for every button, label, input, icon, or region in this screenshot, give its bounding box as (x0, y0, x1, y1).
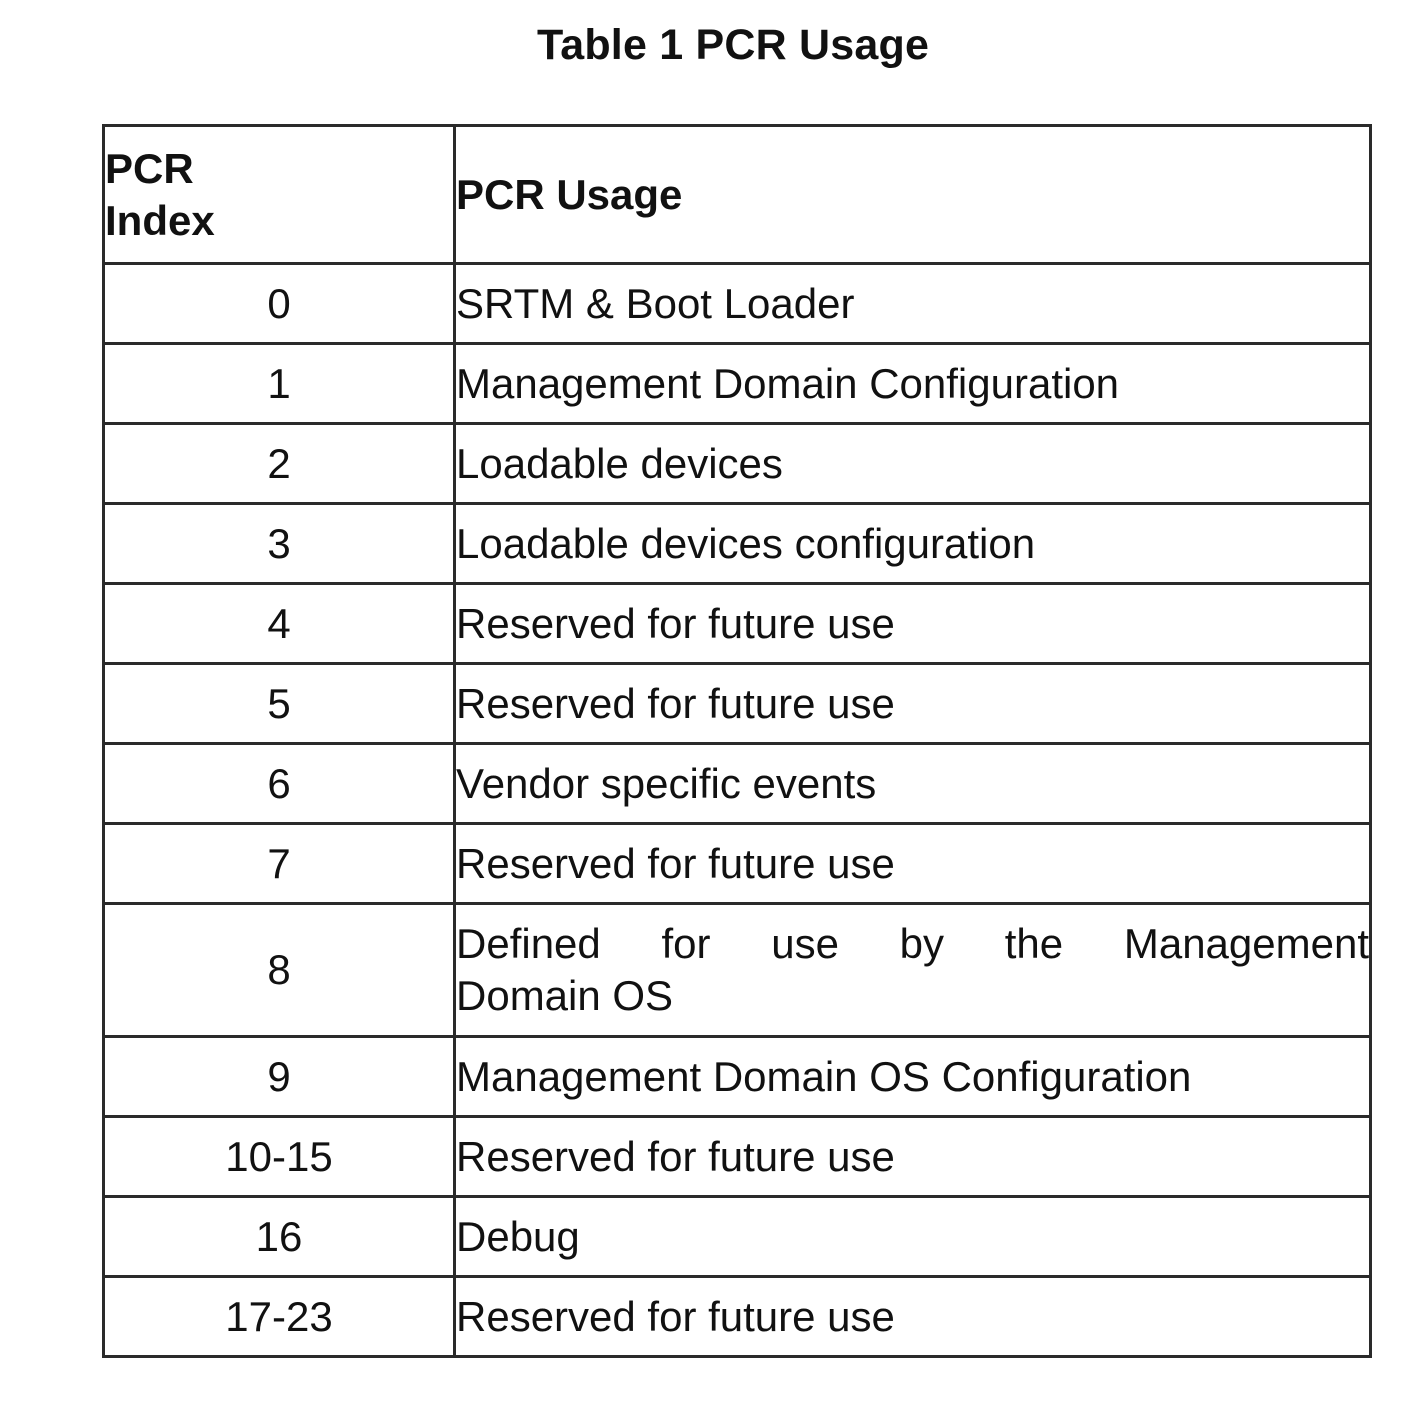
header-pcr-usage: PCR Usage (455, 126, 1371, 264)
pcr-index-cell: 1 (104, 344, 455, 424)
pcr-usage-cell: Reserved for future use (455, 824, 1371, 904)
table-row (104, 664, 1371, 744)
table-row (104, 344, 1371, 424)
table-row (104, 424, 1371, 504)
pcr-index-cell: 9 (104, 1037, 455, 1117)
pcr-index-cell: 17-23 (104, 1277, 455, 1357)
pcr-index-cell: 16 (104, 1197, 455, 1277)
table-row (104, 744, 1371, 824)
table-row (104, 904, 1371, 1037)
pcr-index-cell: 7 (104, 824, 455, 904)
table-row (104, 824, 1371, 904)
pcr-usage-cell: Vendor specific events (455, 744, 1371, 824)
pcr-usage-cell: Reserved for future use (455, 584, 1371, 664)
header-pcr-index-line1: PCR (105, 144, 194, 192)
pcr-usage-cell: Management Domain OS Configuration (455, 1037, 1371, 1117)
pcr-usage-cell: Management Domain Configuration (455, 344, 1371, 424)
pcr-index-cell: 3 (104, 504, 455, 584)
pcr-index-cell: 10-15 (104, 1117, 455, 1197)
pcr-usage-table (102, 124, 1372, 1358)
table-row (104, 264, 1371, 344)
header-pcr-index (104, 126, 455, 264)
pcr-usage-cell: Reserved for future use (455, 1277, 1371, 1357)
table-caption: Table 1 PCR Usage (536, 21, 930, 69)
pcr-usage-line: Defined for use by the Management (456, 920, 1369, 967)
pcr-usage-cell: Reserved for future use (455, 1117, 1371, 1197)
table-row (104, 584, 1371, 664)
header-pcr-index-line2: Index (105, 196, 215, 244)
pcr-usage-cell: Reserved for future use (455, 664, 1371, 744)
table-row (104, 1277, 1371, 1357)
pcr-index-cell: 2 (104, 424, 455, 504)
pcr-usage-cell: Debug (455, 1197, 1371, 1277)
table-header-row (104, 126, 1371, 264)
pcr-index-cell: 0 (104, 264, 455, 344)
pcr-index-cell: 6 (104, 744, 455, 824)
pcr-usage-cell (455, 904, 1371, 1037)
table-row (104, 504, 1371, 584)
pcr-index-cell: 8 (104, 904, 455, 1037)
pcr-usage-cell: Loadable devices (455, 424, 1371, 504)
pcr-index-cell: 4 (104, 584, 455, 664)
pcr-usage-line: Domain OS (456, 972, 674, 1019)
pcr-usage-cell: Loadable devices configuration (455, 504, 1371, 584)
table-row (104, 1117, 1371, 1197)
pcr-index-cell: 5 (104, 664, 455, 744)
table-row (104, 1037, 1371, 1117)
pcr-usage-cell: SRTM & Boot Loader (455, 264, 1371, 344)
table-row (104, 1197, 1371, 1277)
